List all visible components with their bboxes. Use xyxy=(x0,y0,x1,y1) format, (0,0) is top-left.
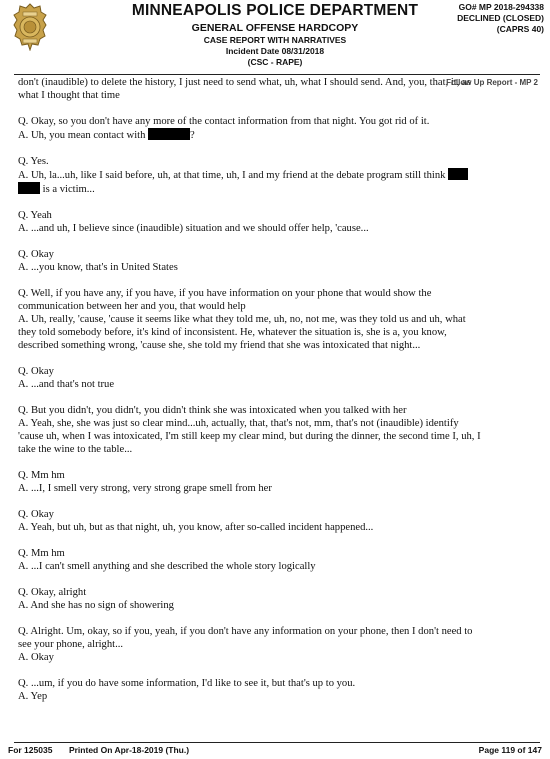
transcript-line: described something wrong, 'cause she, she told my friend that she was intoxicated that night... xyxy=(18,340,421,351)
partial-top-text: don't (inaudible) to delete the history, I just need to send what, uh, what I should send. And, you, that, it, as xyxy=(18,77,471,88)
transcript-paragraph xyxy=(18,115,538,142)
partial-top-line xyxy=(18,76,538,89)
system-code: (CAPRS 40) xyxy=(496,24,544,34)
transcript-line: see your phone, alright... xyxy=(18,639,124,650)
transcript-line: A. ...I, I smell very strong, very strong grape smell from her xyxy=(18,483,272,494)
transcript-line: is a victim... xyxy=(18,182,538,196)
transcript-paragraph xyxy=(18,586,538,612)
narrative-body xyxy=(18,76,538,741)
transcript-paragraph xyxy=(18,625,538,664)
transcript-line: Q. Well, if you have any, if you have, if you have information on your phone that would show the xyxy=(18,288,432,299)
transcript-line: they told somebody before, it's kind of inconsistent. He, whatever the situation is, she is a, you know, xyxy=(18,327,447,338)
printed-date: Printed On Apr-18-2019 (Thu.) xyxy=(68,745,190,755)
transcript-line: A. Yeah, but uh, but as that night, uh, you know, after so-called incident happened... xyxy=(18,522,374,533)
page-number: Page 119 of 147 xyxy=(478,745,542,755)
footer-left xyxy=(8,744,189,756)
transcript-paragraph xyxy=(18,155,538,196)
transcript-line: A. And she has no sign of showering xyxy=(18,600,174,611)
report-subtitle: CASE REPORT WITH NARRATIVES xyxy=(203,35,347,45)
transcript-paragraph xyxy=(18,365,538,391)
transcript-paragraph xyxy=(18,508,538,534)
transcript-line: A. Yep xyxy=(18,691,48,702)
header-divider xyxy=(14,74,540,75)
transcript-line: A. ...and that's not true xyxy=(18,379,115,390)
transcript-line: Q. Yes. xyxy=(18,156,49,167)
transcript-line: Q. But you didn't, you didn't, you didn't think she was intoxicated when you talked with her xyxy=(18,405,407,416)
transcript-line: A. Uh, you mean contact with ? xyxy=(18,130,195,141)
redaction-box xyxy=(448,168,468,180)
transcript-line: Q. Okay xyxy=(18,509,54,520)
transcript-line: Q. Mm hm xyxy=(18,470,65,481)
transcript-line: Q. Yeah xyxy=(18,210,52,221)
transcript-line: take the wine to the table... xyxy=(18,444,133,455)
transcript-line: Q. Alright. Um, okay, so if you, yeah, if you don't have any information on your phone, then I don't need to xyxy=(18,626,473,637)
transcript-line: A. ...I can't smell anything and she described the whole story logically xyxy=(18,561,316,572)
transcript-paragraph xyxy=(18,287,538,352)
transcript xyxy=(18,89,538,703)
transcript-line: Q. Okay, so you don't have any more of the contact information from that night. You got rid of it. xyxy=(18,116,430,127)
case-status: DECLINED (CLOSED) xyxy=(457,13,544,23)
transcript-paragraph xyxy=(18,469,538,495)
offense-type: (CSC - RAPE) xyxy=(247,57,303,67)
transcript-line: communication between her and you, that would help xyxy=(18,301,246,312)
go-number: GO# MP 2018-294338 xyxy=(458,2,544,12)
redaction-box xyxy=(148,128,190,140)
transcript-line: Q. Mm hm xyxy=(18,548,65,559)
transcript-line: 'cause uh, when I was intoxicated, I'm still keep my clear mind, but during the dinner, the second time I, uh, I xyxy=(18,431,481,442)
follow-up-report-ref: Follow Up Report - MP 2 xyxy=(446,78,538,87)
transcript-paragraph xyxy=(18,89,538,102)
transcript-line: Q. Okay xyxy=(18,366,54,377)
report-footer xyxy=(8,743,542,757)
transcript-paragraph xyxy=(18,209,538,235)
transcript-line: Q. Okay xyxy=(18,249,54,260)
incident-date: Incident Date 08/31/2018 xyxy=(225,46,325,56)
department-title: MINNEAPOLIS POLICE DEPARTMENT xyxy=(131,2,419,19)
transcript-paragraph xyxy=(18,404,538,456)
case-info xyxy=(457,2,544,35)
transcript-line: A. Yeah, she, she was just so clear mind...uh, actually, that, that's not, mm, that's not (inaudible) identify xyxy=(18,418,459,429)
transcript-paragraph xyxy=(18,248,538,274)
transcript-line: A. ...and uh, I believe since (inaudible) situation and we should offer help, 'cause... xyxy=(18,223,369,234)
report-header xyxy=(0,0,550,78)
transcript-paragraph xyxy=(18,677,538,703)
transcript-line: A. Uh, la...uh, like I said before, uh, at that time, uh, I and my friend at the debate program still think xyxy=(18,168,538,182)
redaction-box xyxy=(18,182,40,194)
transcript-line: Q. Okay, alright xyxy=(18,587,87,598)
transcript-line: Q. ...um, if you do have some information, I'd like to see it, but that's up to you. xyxy=(18,678,356,689)
transcript-line: what I thought that time xyxy=(18,90,120,101)
transcript-line: A. ...you know, that's in United States xyxy=(18,262,178,273)
form-number: For 125035 xyxy=(8,745,53,755)
transcript-line: A. Okay xyxy=(18,652,54,663)
report-type: GENERAL OFFENSE HARDCOPY xyxy=(191,22,359,34)
transcript-paragraph xyxy=(18,547,538,573)
transcript-line: A. Uh, really, 'cause, 'cause it seems like what they told me, uh, no, not me, was they told us and uh, what xyxy=(18,314,466,325)
